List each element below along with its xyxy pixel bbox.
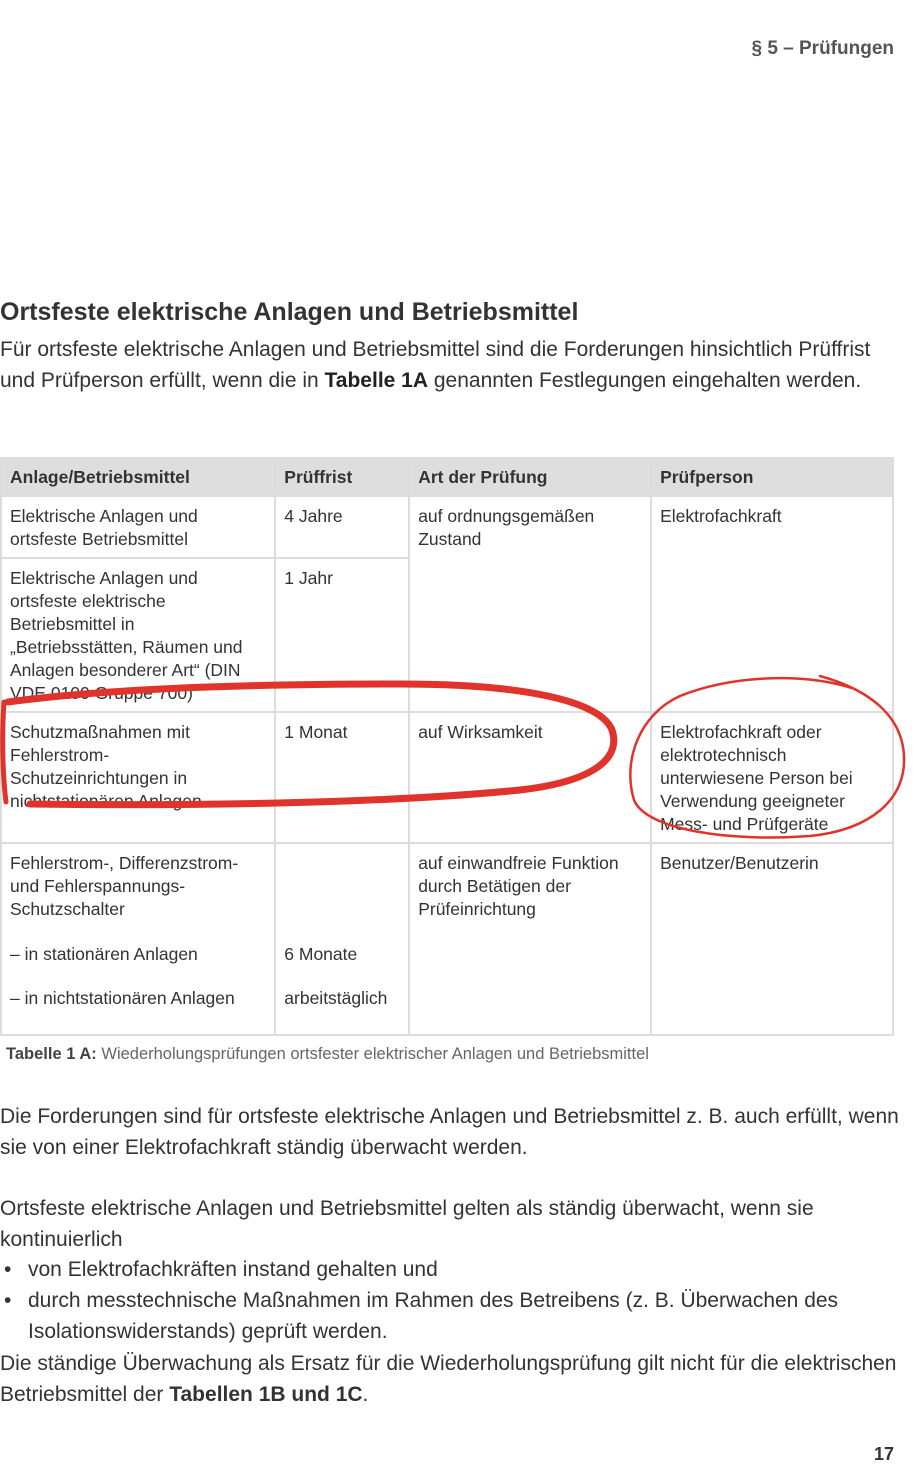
- list-item: • durch messtechnische Maßnahmen im Rahmen des Betreibens (z. B. Überwachen des Isolationswiderstands) geprüft werden.: [0, 1285, 900, 1347]
- paragraph-3: [0, 1348, 900, 1410]
- header-prufperson: Prüfperson: [651, 458, 893, 496]
- header-pruffrist: Prüffrist: [275, 458, 409, 496]
- table-row: [1, 843, 893, 935]
- header-art: Art der Prüfung: [409, 458, 651, 496]
- cell-anlage: – in stationären Anlagen: [1, 935, 275, 979]
- cell-frist: 6 Monate: [275, 935, 409, 979]
- table-reference: Tabelle 1A: [324, 369, 429, 392]
- cell-frist: [275, 843, 409, 935]
- cell-frist: 1 Monat: [275, 712, 409, 843]
- table-caption: [6, 1045, 649, 1064]
- cell-person: Elektrofachkraft oder elektrotechnisch unterwiesene Person bei Verwendung geeigneter Mess- und Prüfgeräte: [651, 712, 893, 843]
- cell-anlage: Elektrische Anlagen und ortsfeste elektrische Betriebsmittel in „Betriebsstätten, Räumen und Anlagen besonderer Art“ (DIN VDE 0100 Gruppe 700): [1, 558, 275, 712]
- cell-art: auf einwandfreie Funktion durch Betätigen der Prüfeinrichtung: [409, 843, 651, 1035]
- list-item: • von Elektrofachkräften instand gehalten und: [0, 1254, 900, 1285]
- paragraph-3-end: .: [362, 1383, 369, 1406]
- cell-anlage: Schutzmaßnahmen mit Fehlerstrom-Schutzeinrichtungen in nichtstationären Anlagen: [1, 712, 275, 843]
- page-number: 17: [873, 1444, 894, 1464]
- cell-anlage: – in nichtstationären Anlagen: [1, 979, 275, 1035]
- cell-frist: arbeitstäglich: [275, 979, 409, 1035]
- paragraph-2: Ortsfeste elektrische Anlagen und Betriebsmittel gelten als ständig überwacht, wenn sie kontinuierlich: [0, 1197, 814, 1251]
- intro-text-end: genannten Festlegungen eingehalten werden.: [428, 369, 862, 392]
- table-row: [1, 496, 893, 558]
- cell-frist: 1 Jahr: [275, 558, 409, 712]
- cell-person: Benutzer/Benutzerin: [651, 843, 893, 1035]
- running-header: § 5 – Prüfungen: [751, 38, 894, 59]
- paragraph-3-text: Die ständige Überwachung als Ersatz für die Wiederholungsprüfung gilt nicht für die elektrischen Betriebsmittel der: [0, 1352, 897, 1406]
- cell-art: auf Wirksamkeit: [409, 712, 651, 843]
- caption-text: Wiederholungsprüfungen ortsfester elektrischer Anlagen und Betriebsmittel: [96, 1045, 649, 1063]
- cell-anlage: Elektrische Anlagen und ortsfeste Betriebsmittel: [1, 496, 275, 558]
- intro-text: Für ortsfeste elektrische Anlagen und Betriebsmittel sind die Forderungen hinsichtlich Prüffrist und Prüfperson erfüllt, wenn die in: [0, 338, 871, 392]
- bullet-list: [0, 1254, 900, 1347]
- paragraph-1: Die Forderungen sind für ortsfeste elektrische Anlagen und Betriebsmittel z. B. auch erfüllt, wenn sie von einer Elektrofachkraft ständig überwacht werden.: [0, 1105, 899, 1159]
- table-header-row: [1, 458, 893, 496]
- tables-reference: Tabellen 1B und 1C: [169, 1383, 363, 1406]
- cell-frist: 4 Jahre: [275, 496, 409, 558]
- cell-anlage: Fehlerstrom-, Differenzstrom- und Fehlerspannungs-Schutzschalter: [1, 843, 275, 935]
- inspection-table: [0, 457, 894, 1036]
- caption-label: Tabelle 1 A:: [6, 1045, 97, 1063]
- intro-paragraph: [0, 334, 900, 396]
- header-anlage: Anlage/Betriebsmittel: [1, 458, 275, 496]
- section-title: Ortsfeste elektrische Anlagen und Betriebsmittel: [0, 298, 579, 326]
- table-row: [1, 712, 893, 843]
- cell-person: Elektrofachkraft: [651, 496, 893, 712]
- cell-art: auf ordnungsgemäßen Zustand: [409, 496, 651, 712]
